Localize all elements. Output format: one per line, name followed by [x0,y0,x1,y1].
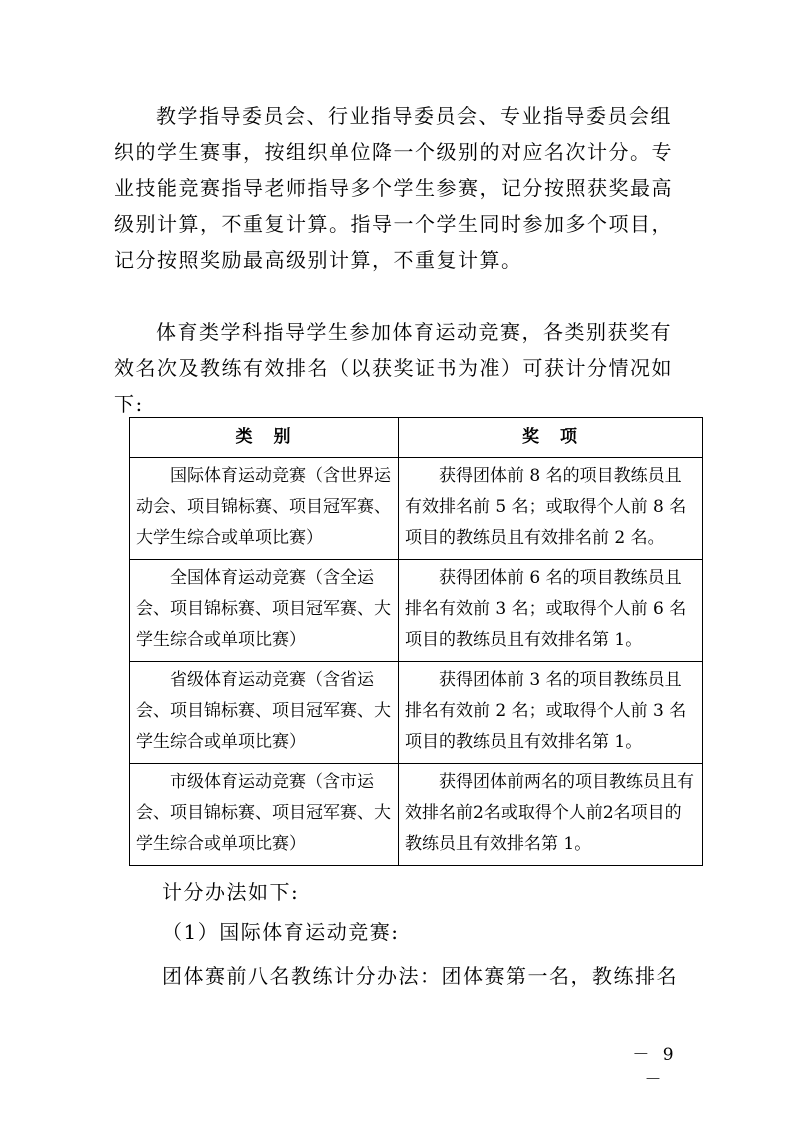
header-category: 类 别 [130,418,399,458]
awards-table [129,417,703,866]
paragraph-sports-intro: 体育类学科指导学生参加体育运动竞赛，各类别获奖有效名次及教练有效排名（以获奖证书为准）可获计分情况如下: [114,320,673,416]
international-section-heading: （1）国际体育运动竞赛: [162,920,400,944]
cell-award: 获得团体前 3 名的项目教练员且排名有效前 2 名；或取得个人前 3 名项目的教练员且有效排名第 1。 [399,662,703,764]
page-number: － 9 － [632,1045,678,1090]
cell-category: 全国体育运动竞赛（含全运会、项目锦标赛、项目冠军赛、大学生综合或单项比赛） [130,560,399,662]
table-row [130,662,703,764]
table-row [130,458,703,560]
cell-award: 获得团体前 8 名的项目教练员且有效排名前 5 名；或取得个人前 8 名项目的教练员且有效排名前 2 名。 [399,458,703,560]
table-row [130,560,703,662]
paragraph-scoring-rules: 教学指导委员会、行业指导委员会、专业指导委员会组织的学生赛事，按组织单位降一个级别的对应名次计分。专业技能竞赛指导老师指导多个学生参赛，记分按照获奖最高级别计算，不重复计算。指导一个学生同时参加多个项目，记分按照奖励最高级别计算，不重复计算。 [114,104,673,272]
scoring-method-heading: 计分办法如下: [162,880,300,904]
team-scoring-text: 团体赛前八名教练计分办法：团体赛第一名，教练排名 [162,964,678,988]
table-header-row [130,418,703,458]
cell-award: 获得团体前两名的项目教练员且有效排名前2名或取得个人前2名项目的教练员且有效排名第 1。 [399,764,703,866]
cell-award: 获得团体前 6 名的项目教练员且排名有效前 3 名；或取得个人前 6 名项目的教练员且有效排名第 1。 [399,560,703,662]
cell-category: 市级体育运动竞赛（含市运会、项目锦标赛、项目冠军赛、大学生综合或单项比赛） [130,764,399,866]
cell-category: 国际体育运动竞赛（含世界运动会、项目锦标赛、项目冠军赛、大学生综合或单项比赛） [130,458,399,560]
table-row [130,764,703,866]
cell-category: 省级体育运动竞赛（含省运会、项目锦标赛、项目冠军赛、大学生综合或单项比赛） [130,662,399,764]
header-award: 奖 项 [399,418,703,458]
